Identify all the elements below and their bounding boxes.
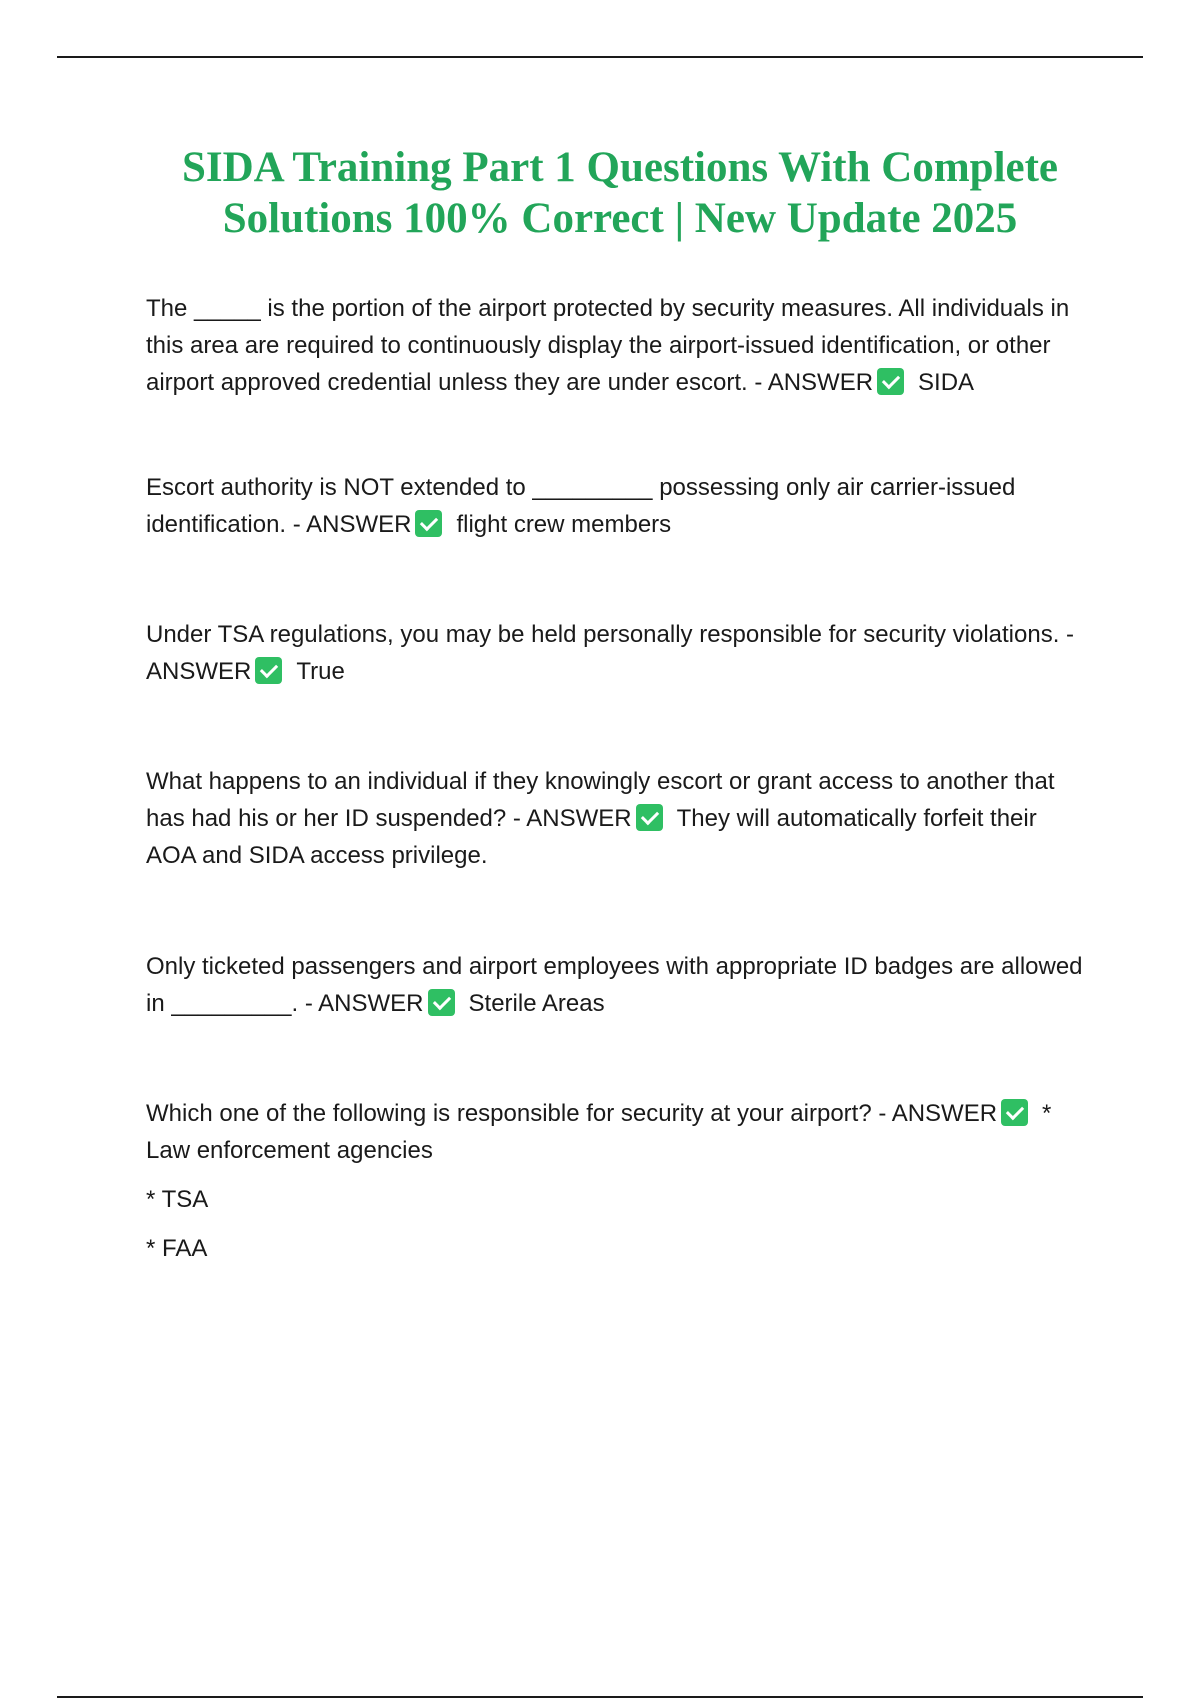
qa-item: [146, 469, 1090, 543]
qa-item: [146, 290, 1090, 401]
answer-text: flight crew members: [456, 511, 672, 538]
answer-text: True: [296, 658, 345, 685]
document-title: SIDA Training Part 1 Questions With Complete Solutions 100% Correct | New Update 2025: [181, 144, 1059, 242]
question-text: What happens to an individual if they knowingly escort or grant access to another that has had his or her ID suspended?: [146, 768, 1055, 832]
answer-text: * Law enforcement agencies: [146, 1100, 1052, 1164]
qa-item: [146, 763, 1090, 874]
check-icon: [877, 368, 904, 395]
answer-extra-line: * TSA: [146, 1186, 209, 1213]
qa-list: [146, 290, 1090, 1267]
answer-text: They will automatically forfeit their AOA and SIDA access privilege.: [146, 805, 1037, 869]
qa-item: [146, 616, 1090, 690]
answer-label: - ANSWER: [146, 621, 1075, 685]
question-text: Only ticketed passengers and airport employees with appropriate ID badges are allowed in _________.: [146, 953, 1083, 1017]
check-icon: [1001, 1099, 1028, 1126]
check-icon: [415, 510, 442, 537]
question-text: Escort authority is NOT extended to _________ possessing only air carrier-issued identification.: [146, 474, 1016, 538]
bottom-rule: [57, 1696, 1143, 1698]
check-icon: [428, 989, 455, 1016]
question-text: Which one of the following is responsible for security at your airport?: [146, 1100, 872, 1127]
qa-item: [146, 1095, 1090, 1169]
question-text: The _____ is the portion of the airport protected by security measures. All individuals in this area are required to continuously display the airport-issued identification, or other airport approved credential unless they are under escort.: [146, 295, 1070, 396]
answer-label: - ANSWER: [878, 1100, 998, 1127]
qa-item: [146, 948, 1090, 1022]
answer-text: SIDA: [918, 369, 975, 396]
answer-text: Sterile Areas: [468, 990, 605, 1017]
top-rule: [57, 56, 1143, 58]
answer-label: - ANSWER: [512, 805, 632, 832]
answer-extra-line: * FAA: [146, 1235, 208, 1262]
answer-label: - ANSWER: [304, 990, 424, 1017]
question-text: Under TSA regulations, you may be held personally responsible for security violations.: [146, 621, 1060, 648]
answer-label: - ANSWER: [292, 511, 412, 538]
check-icon: [255, 657, 282, 684]
answer-label: - ANSWER: [754, 369, 874, 396]
check-icon: [636, 804, 663, 831]
